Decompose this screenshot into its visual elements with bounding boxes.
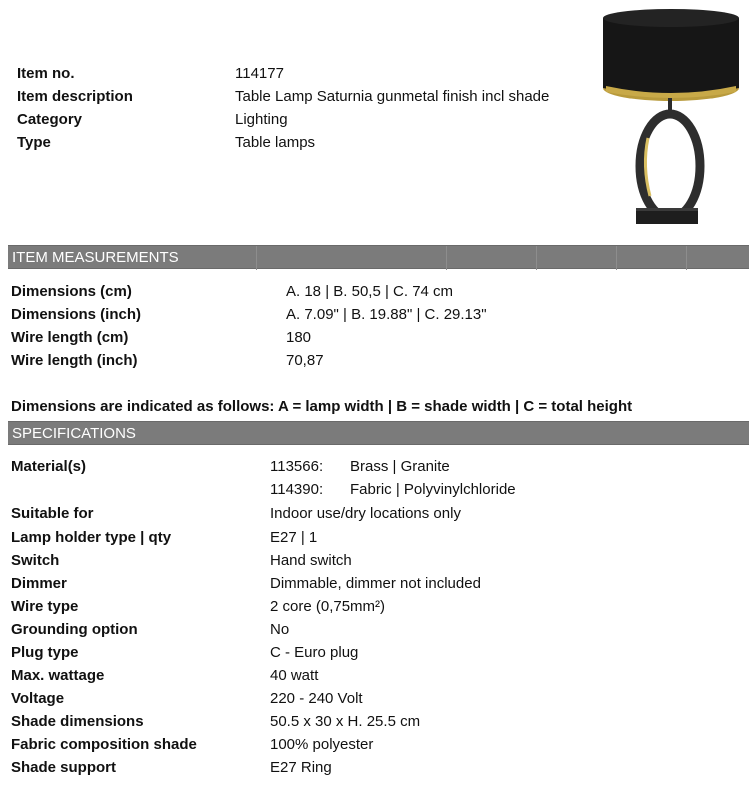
grounding-label: Grounding option — [11, 621, 138, 638]
switch-value: Hand switch — [270, 552, 352, 569]
wire-length-inch-value: 70,87 — [286, 352, 324, 369]
wire-type-label: Wire type — [11, 598, 79, 615]
plug-type-value: C - Euro plug — [270, 644, 359, 661]
type-label: Type — [17, 134, 51, 151]
grid-divider — [536, 246, 537, 270]
lamp-holder-label: Lamp holder type | qty — [11, 529, 172, 546]
material-value: Brass | Granite — [350, 458, 450, 475]
item-no-value: 114177 — [235, 65, 284, 82]
dimensions-inch-label: Dimensions (inch) — [11, 306, 142, 323]
item-no-label: Item no. — [17, 65, 75, 82]
shade-dimensions-value: 50.5 x 30 x H. 25.5 cm — [270, 713, 421, 730]
max-wattage-label: Max. wattage — [11, 667, 105, 684]
specifications-section-header — [8, 421, 749, 445]
dimensions-note: Dimensions are indicated as follows: A = lamp width | B = shade width | C = total height — [11, 398, 633, 415]
grid-divider — [256, 246, 257, 270]
grounding-value: No — [270, 621, 290, 638]
plug-type-label: Plug type — [11, 644, 79, 661]
dimensions-cm-label: Dimensions (cm) — [11, 283, 132, 300]
measurements-title: ITEM MEASUREMENTS — [12, 249, 179, 266]
suitable-for-label: Suitable for — [11, 505, 94, 522]
fabric-composition-value: 100% polyester — [270, 736, 374, 753]
dimensions-cm-value: A. 18 | B. 50,5 | C. 74 cm — [286, 283, 454, 300]
grid-divider — [446, 246, 447, 270]
specifications-title: SPECIFICATIONS — [12, 425, 136, 442]
shade-support-value: E27 Ring — [270, 759, 332, 776]
item-description-value: Table Lamp Saturnia gunmetal finish incl shade — [235, 88, 550, 105]
dimensions-inch-value: A. 7.09" | B. 19.88" | C. 29.13" — [286, 306, 487, 323]
fabric-composition-label: Fabric composition shade — [11, 736, 197, 753]
switch-label: Switch — [11, 552, 60, 569]
wire-type-value: 2 core (0,75mm²) — [270, 598, 386, 615]
category-value: Lighting — [235, 111, 288, 128]
measurements-section-header — [8, 245, 749, 269]
material-code: 113566: — [270, 458, 324, 475]
grid-divider — [616, 246, 617, 270]
material-value: Fabric | Polyvinylchloride — [350, 481, 516, 498]
dimmer-value: Dimmable, dimmer not included — [270, 575, 481, 592]
material-code: 114390: — [270, 481, 324, 498]
dimmer-label: Dimmer — [11, 575, 67, 592]
wire-length-cm-value: 180 — [286, 329, 312, 346]
voltage-value: 220 - 240 Volt — [270, 690, 363, 707]
grid-divider — [686, 246, 687, 270]
shade-support-label: Shade support — [11, 759, 117, 776]
materials-label: Material(s) — [11, 458, 87, 475]
wire-length-cm-label: Wire length (cm) — [11, 329, 129, 346]
category-label: Category — [17, 111, 83, 128]
product-image — [598, 8, 744, 228]
wire-length-inch-label: Wire length (inch) — [11, 352, 138, 369]
lamp-holder-value: E27 | 1 — [270, 529, 318, 546]
max-wattage-value: 40 watt — [270, 667, 319, 684]
shade-dimensions-label: Shade dimensions — [11, 713, 144, 730]
voltage-label: Voltage — [11, 690, 65, 707]
item-description-label: Item description — [17, 88, 133, 105]
suitable-for-value: Indoor use/dry locations only — [270, 505, 461, 522]
type-value: Table lamps — [235, 134, 316, 151]
